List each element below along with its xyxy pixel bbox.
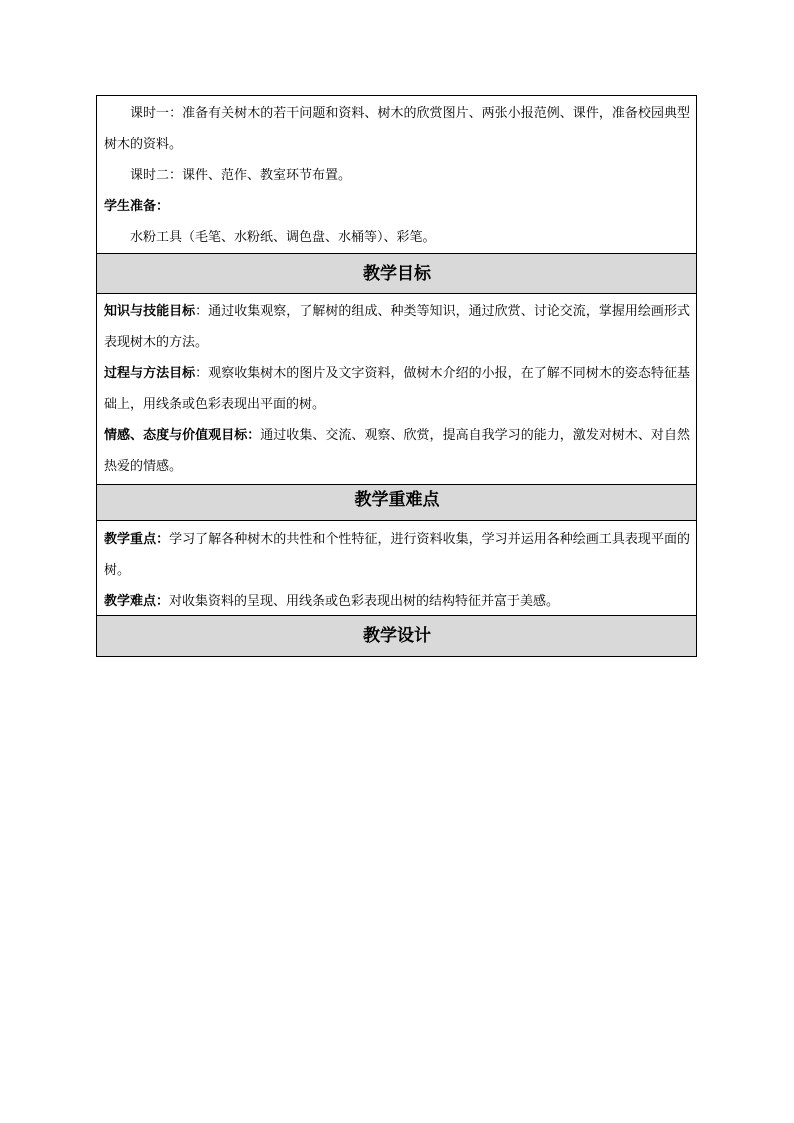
lesson-plan-table [96,95,697,657]
process-goal [104,358,690,420]
emotion-goal-label: 情感、态度与价值观目标： [104,428,261,443]
knowledge-goal-text: ：通过收集观察，了解树的组成、种类等知识，通过欣赏、讨论交流，掌握用绘画形式表现树木的方法。 [104,304,690,350]
teaching-goals-cell [97,294,696,485]
preparation-cell [97,96,696,254]
key-points-header: 教学重难点 [97,485,696,521]
teaching-focus [104,524,690,586]
emotion-goal [104,420,690,482]
teaching-difficulty-text: 对收集资料的呈现、用线条或色彩表现出树的结构特征并富于美感。 [169,594,560,609]
student-preparation-text: 水粉工具（毛笔、水粉纸、调色盘、水桶等）、彩笔。 [130,230,436,245]
lesson1-preparation: 课时一：准备有关树木的若干问题和资料、树木的欣赏图片、两张小报范例、课件，准备校园典型树木的资料。 [104,106,690,152]
student-preparation-label: 学生准备： [104,199,170,214]
process-goal-text: ：观察收集树木的图片及文字资料，做树木介绍的小报，在了解不同树木的姿态特征基础上，用线条或色彩表现出平面的树。 [104,366,690,412]
teaching-difficulty-label: 教学难点： [104,594,170,609]
knowledge-goal-label: 知识与技能目标 [104,304,196,319]
process-goal-label: 过程与方法目标 [104,366,196,381]
teaching-difficulty [104,586,690,617]
teaching-goals-header: 教学目标 [97,254,696,294]
teaching-design-header: 教学设计 [97,616,696,656]
teaching-focus-text: 学习了解各种树木的共性和个性特征，进行资料收集，学习并运用各种绘画工具表现平面的树。 [104,532,690,578]
teaching-focus-label: 教学重点： [104,532,170,547]
emotion-goal-text: 通过收集、交流、观察、欣赏，提高自我学习的能力，激发对树木、对自然热爱的情感。 [104,428,690,474]
knowledge-goal [104,296,690,358]
key-points-cell [97,521,696,616]
lesson2-preparation: 课时二：课件、范作、教室环节布置。 [130,168,352,183]
